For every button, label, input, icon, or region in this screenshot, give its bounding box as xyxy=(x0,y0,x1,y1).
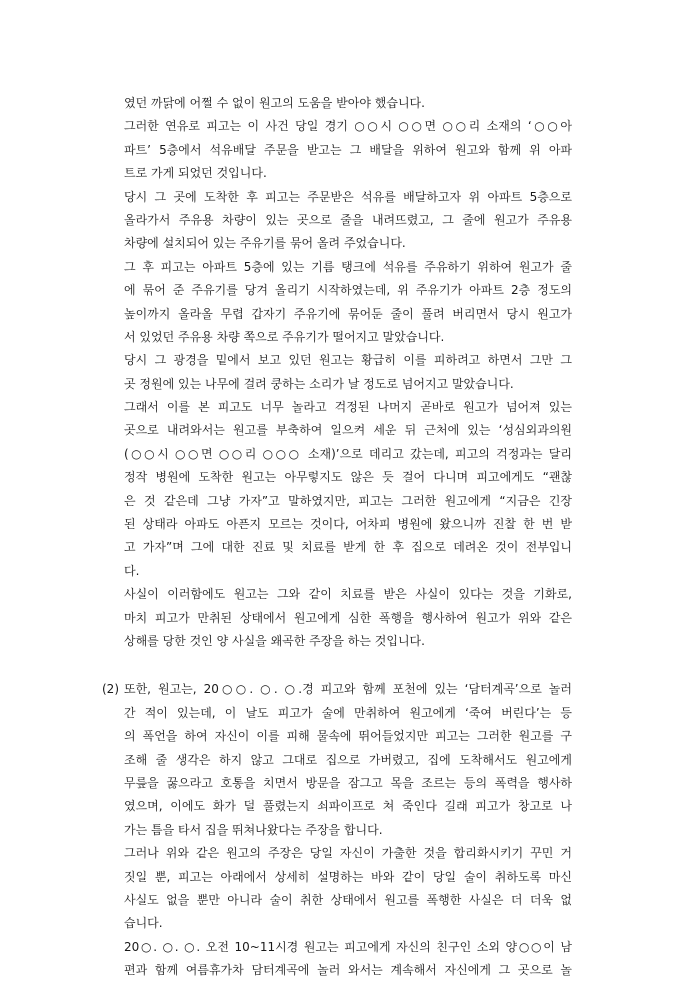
text-line: 된 상태라 아파도 아픈지 모르는 것이다, 어차피 병원에 왔으니까 진찰 한 번 받 xyxy=(124,517,572,532)
text-line: 에 묶어 준 주유기를 당겨 올리기 시작하였는데, 위 주유기가 아파트 2층 정도의 xyxy=(124,283,572,298)
text-line: 은 것 같은데 그냥 가자”고 말하였지만, 피고는 그러한 원고에게 “지금은 긴장 xyxy=(124,493,572,508)
text-line: 였으며, 이에도 화가 덜 풀렸는지 쇠파이프로 쳐 죽인다 길래 피고가 창고로 나 xyxy=(124,799,572,814)
text-line: 그래서 이를 본 피고도 너무 놀라고 걱정된 나머지 곧바로 원고가 넘어져 있는 xyxy=(124,400,572,415)
text-line: 서 있었던 주유용 차량 쪽으로 주유기가 떨어지고 말았습니다. xyxy=(124,329,445,344)
numbered-item-2 xyxy=(102,678,572,982)
text-line: 고 가자”며 그에 대한 진료 및 치료를 받게 한 후 집으로 데려온 것이 전부입니 xyxy=(124,540,572,555)
text-line: 20○. ○. ○. 오전 10~11시경 원고는 피고에게 자신의 친구인 소외 양○○이 남 xyxy=(124,939,572,954)
text-line: 파트’ 5층에서 석유배달 주문을 받고는 그 배달을 위하여 원고와 함께 위 아파 xyxy=(124,142,572,157)
text-line: 조해 줄 생각은 하지 않고 그대로 집으로 가버렸고, 집에 도착해서도 원고에게 xyxy=(124,752,572,767)
document-body xyxy=(102,92,572,982)
text-line: 간 적이 있는데, 이 날도 피고가 술에 만취하여 원고에게 ‘죽여 버린다’는 등 xyxy=(124,705,572,720)
text-line: (○○시 ○○면 ○○리 ○○○ 소재)’으로 데리고 갔는데, 피고의 걱정과는 달리 xyxy=(124,446,572,461)
text-line: 높이까지 올라올 무렵 갑자기 주유기에 묶어둔 줄이 풀려 버리면서 당시 원고가 xyxy=(124,306,572,321)
text-line: 가는 틈을 타서 집을 뛰쳐나왔다는 주장을 합니다. xyxy=(124,822,383,837)
paragraph-group-1 xyxy=(124,92,572,653)
text-line: 그러나 위와 같은 원고의 주장은 당일 자신이 가출한 것을 합리화시키기 꾸민 거 xyxy=(124,846,572,861)
text-line: 당시 그 광경을 밑에서 보고 있던 원고는 황급히 이를 피하려고 하면서 그만 그 xyxy=(124,353,572,368)
text-line: 상해를 당한 것인 양 사실을 왜곡한 주장을 하는 것입니다. xyxy=(124,633,425,648)
text-line: 올라가서 주유용 차량이 있는 곳으로 줄을 내려뜨렸고, 그 줄에 원고가 주유용 xyxy=(124,212,572,227)
text-line: 그 후 피고는 아파트 5층에 있는 기름 탱크에 석유를 주유하기 위하여 원고가 줄 xyxy=(124,259,572,274)
text-line: 의 폭언을 하여 자신이 이를 피해 물속에 뛰어들었지만 피고는 그러한 원고를 구 xyxy=(124,729,572,744)
text-line: 곳으로 내려와서는 원고를 부축하여 일으켜 세운 뒤 근처에 있는 ‘성심외과의원 xyxy=(124,423,572,438)
text-line: 짓일 뿐, 피고는 아래에서 상세히 설명하는 바와 같이 당일 술이 취하도록 마신 xyxy=(124,869,572,884)
text-line: 또한, 원고는, 20○○. ○. ○.경 피고와 함께 포천에 있는 ‘담터계곡’으로 놀러 xyxy=(124,682,572,697)
text-line: 그러한 연유로 피고는 이 사건 당일 경기 ○○시 ○○면 ○○리 소재의 ‘○○아 xyxy=(124,119,572,134)
text-line: 마치 피고가 만취된 상태에서 원고에게 심한 폭행을 행사하여 원고가 위와 같은 xyxy=(124,610,572,625)
text-line: 다. xyxy=(124,563,140,578)
text-line: 차량에 설치되어 있는 주유기를 묶어 올려 주었습니다. xyxy=(124,236,406,251)
text-line: 사실이 이러함에도 원고는 그와 같이 치료를 받은 사실이 있다는 것을 기화로, xyxy=(124,587,572,602)
text-line: 습니다. xyxy=(124,916,163,931)
item-number: (2) xyxy=(102,682,119,697)
text-line: 사실도 없을 뿐만 아니라 술이 취한 상태에서 원고를 폭행한 사실은 더 더욱 없 xyxy=(124,892,572,907)
text-line: 당시 그 곳에 도착한 후 피고는 주문받은 석유를 배달하고자 위 아파트 5층으로 xyxy=(124,189,572,204)
text-line: 편과 함께 여름휴가차 담터계곡에 놀러 와서는 계속해서 자신에게 그 곳으로 놀 xyxy=(124,963,572,978)
text-line: 트로 가게 되었던 것입니다. xyxy=(124,166,267,181)
text-line: 곳 정원에 있는 나무에 걸려 쿵하는 소리가 날 정도로 넘어지고 말았습니다. xyxy=(124,376,514,391)
paragraph-spacer xyxy=(124,653,572,678)
text-line: 였던 까닭에 어쩔 수 없이 원고의 도움을 받아야 했습니다. xyxy=(124,96,425,110)
text-line: 무릎을 꿇으라고 호통을 치면서 방문을 잠그고 목을 조르는 등의 폭력을 행사하 xyxy=(124,775,572,790)
text-line: 정작 병원에 도착한 원고는 아무렇지도 않은 듯 걸어 다니며 피고에게도 “괜찮 xyxy=(124,470,572,485)
